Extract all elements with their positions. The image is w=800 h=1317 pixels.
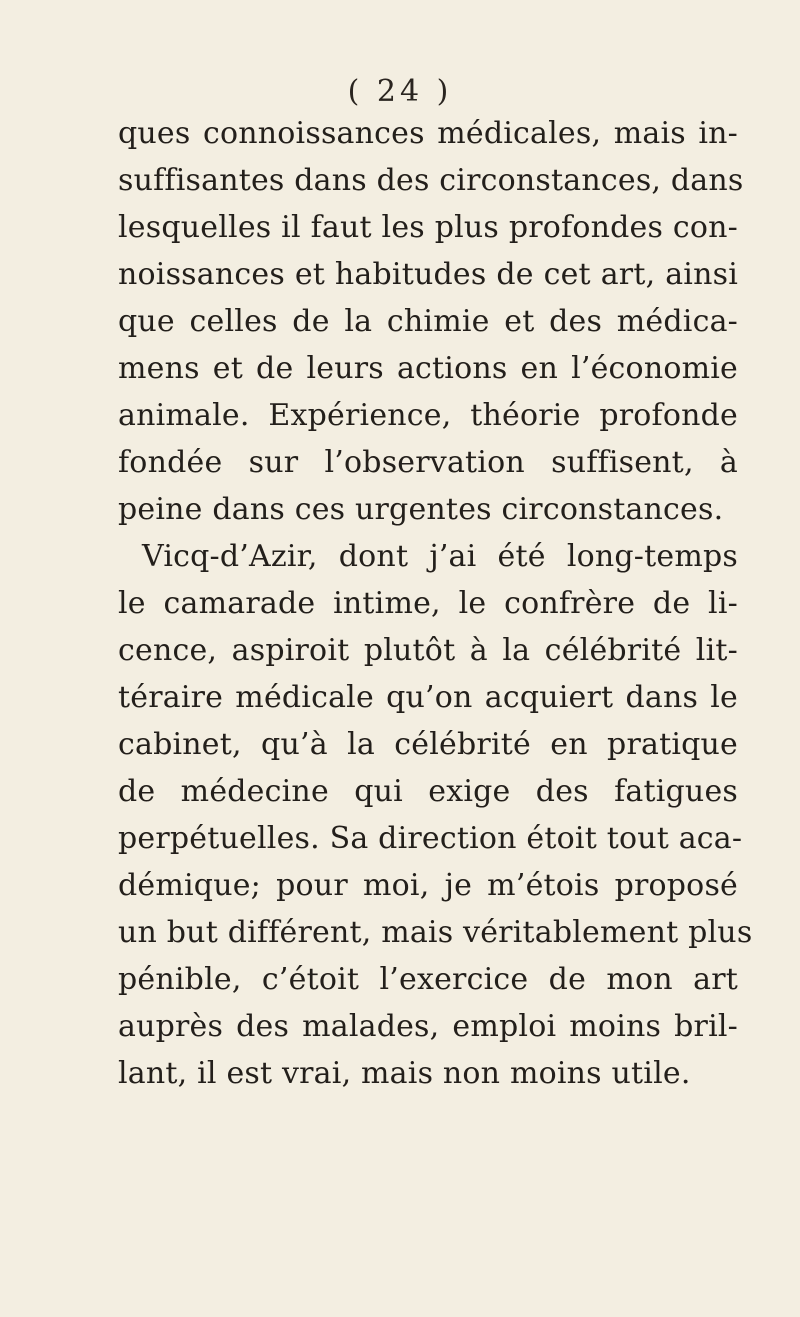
text-line: Vicq-d’Azir, dont j’ai été long-temps [142,539,738,574]
text-line: lesquelles il faut les plus profondes con- [118,210,738,245]
text-line: mens et de leurs actions en l’économie [118,351,738,386]
text-line: un but différent, mais véritablement plus [118,915,753,950]
text-line: de médecine qui exige des fatigues [118,774,738,809]
text-line: suffisantes dans des circonstances, dans [118,163,744,198]
text-line: animale. Expérience, théorie profonde [118,398,738,433]
text-line: le camarade intime, le confrère de li- [118,586,738,621]
text-line: fondée sur l’observation suffisent, à [118,445,738,480]
text-line: pénible, c’étoit l’exercice de mon art [118,962,738,997]
page-number: ( 24 ) [347,74,453,109]
text-line: que celles de la chimie et des médica- [118,304,738,339]
text-line: noissances et habitudes de cet art, ainsi [118,257,738,292]
text-line: peine dans ces urgentes circonstances. [118,492,724,527]
text-line: ques connoissances médicales, mais in- [118,116,738,151]
text-line: démique; pour moi, je m’étois proposé [118,868,738,903]
text-line: cabinet, qu’à la célébrité en pratique [118,727,738,762]
text-line: téraire médicale qu’on acquiert dans le [118,680,738,715]
body-text [118,110,753,1097]
text-line: auprès des malades, emploi moins bril- [118,1009,738,1044]
text-line: perpétuelles. Sa direction étoit tout aca- [118,821,743,856]
text-line: cence, aspiroit plutôt à la célébrité lit- [118,633,738,668]
text-line: lant, il est vrai, mais non moins utile. [118,1056,691,1091]
